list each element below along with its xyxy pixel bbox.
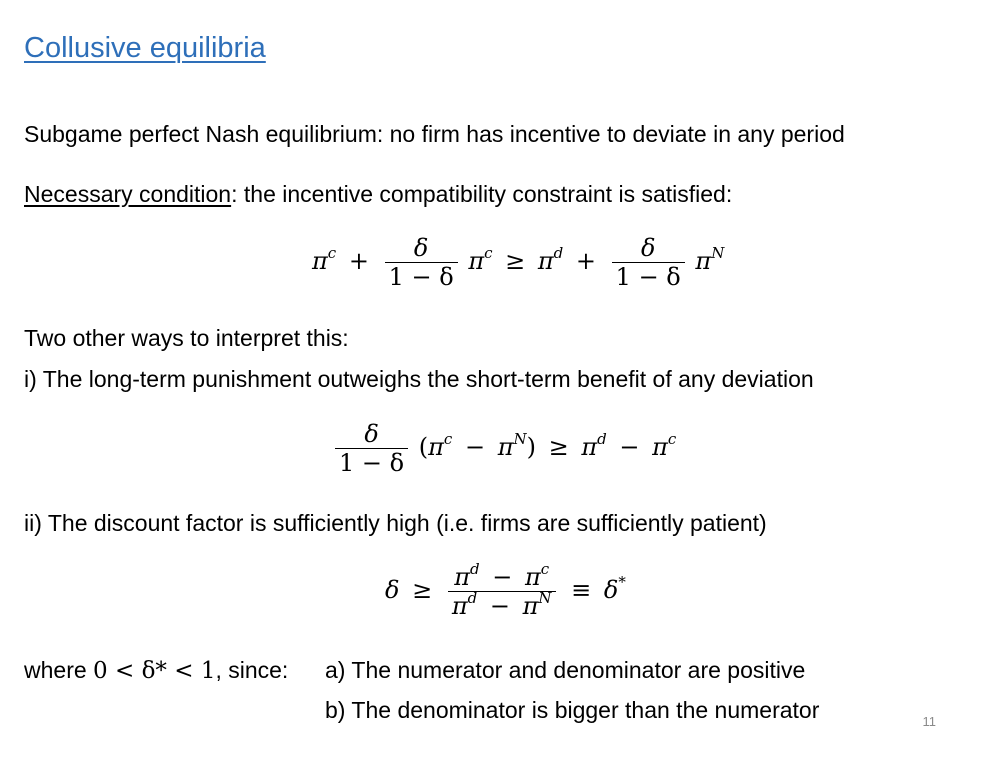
geq-operator: ≥	[548, 433, 569, 461]
pi-symbol: π	[451, 592, 468, 620]
discount-fraction	[612, 234, 685, 291]
open-paren: (	[418, 433, 429, 461]
superscript-c: c	[667, 430, 677, 448]
delta-bounds: 0 < δ* < 1	[93, 658, 216, 684]
superscript-star: *	[618, 573, 626, 591]
geq-operator: ≥	[505, 247, 526, 275]
superscript-n: N	[711, 244, 725, 262]
pi-symbol: π	[524, 563, 541, 591]
superscript-c: c	[484, 244, 493, 262]
pi-symbol: π	[312, 247, 328, 275]
superscript-c: c	[327, 244, 337, 262]
close-paren: )	[526, 433, 536, 461]
superscript-d: d	[553, 244, 564, 262]
superscript-n: N	[538, 589, 552, 607]
where-prefix: where	[24, 657, 94, 683]
interpretation-two: ii) The discount factor is sufficiently high (i.e. firms are sufficiently patient)	[24, 510, 767, 536]
pi-symbol: π	[454, 563, 470, 591]
two-ways-heading: Two other ways to interpret this:	[24, 325, 349, 351]
geq-operator: ≥	[412, 576, 433, 604]
minus-operator: −	[489, 592, 510, 620]
fraction-denominator: 1 − δ	[388, 263, 454, 291]
superscript-c: c	[443, 430, 453, 448]
fraction-denominator: 1 − δ	[615, 263, 681, 291]
pi-symbol: π	[652, 433, 668, 461]
where-line	[24, 657, 288, 684]
minus-operator: −	[619, 433, 640, 461]
delta-symbol: δ	[603, 576, 619, 604]
fraction-denominator	[448, 589, 556, 620]
superscript-n: N	[513, 430, 527, 448]
plus-operator: +	[575, 247, 597, 275]
pi-symbol: π	[497, 433, 514, 461]
pi-symbol: π	[537, 247, 554, 275]
critical-fraction	[448, 560, 556, 620]
necessary-condition-line	[24, 181, 732, 208]
superscript-d: d	[469, 560, 480, 578]
pi-symbol: π	[522, 592, 539, 620]
slide-title: Collusive equilibria	[24, 32, 266, 64]
fraction-numerator: δ	[385, 234, 458, 263]
superscript-d: d	[597, 430, 607, 448]
fraction-numerator: δ	[612, 234, 685, 263]
minus-operator: −	[492, 563, 513, 591]
superscript-d: d	[467, 589, 478, 607]
fraction-denominator: 1 − δ	[339, 449, 405, 477]
fraction-numerator: δ	[335, 420, 408, 449]
discount-fraction	[385, 234, 458, 291]
pi-symbol: π	[581, 433, 598, 461]
interpretation-one: i) The long-term punishment outweighs the short-term benefit of any deviation	[24, 366, 814, 392]
fraction-numerator	[448, 560, 556, 592]
critical-discount-equation	[385, 560, 626, 620]
ic-constraint-equation	[312, 234, 724, 291]
reason-a: a) The numerator and denominator are positive	[325, 657, 806, 683]
discount-fraction	[335, 420, 408, 477]
superscript-c: c	[540, 560, 550, 578]
reason-b: b) The denominator is bigger than the numerator	[325, 697, 820, 723]
punishment-equation	[332, 420, 676, 477]
pi-symbol: π	[428, 433, 444, 461]
pi-symbol: π	[695, 247, 712, 275]
minus-operator: −	[464, 433, 486, 461]
equiv-operator: ≡	[571, 576, 592, 604]
page-number: 11	[922, 714, 936, 729]
spne-definition: Subgame perfect Nash equilibrium: no firm has incentive to deviate in any period	[24, 121, 845, 147]
since-text: , since:	[215, 657, 289, 683]
plus-operator: +	[348, 247, 369, 275]
pi-symbol: π	[468, 247, 485, 275]
necessary-condition-label: Necessary condition	[24, 181, 232, 207]
necessary-condition-text: : the incentive compatibility constraint is satisfied:	[231, 181, 733, 207]
delta-symbol: δ	[385, 576, 400, 604]
